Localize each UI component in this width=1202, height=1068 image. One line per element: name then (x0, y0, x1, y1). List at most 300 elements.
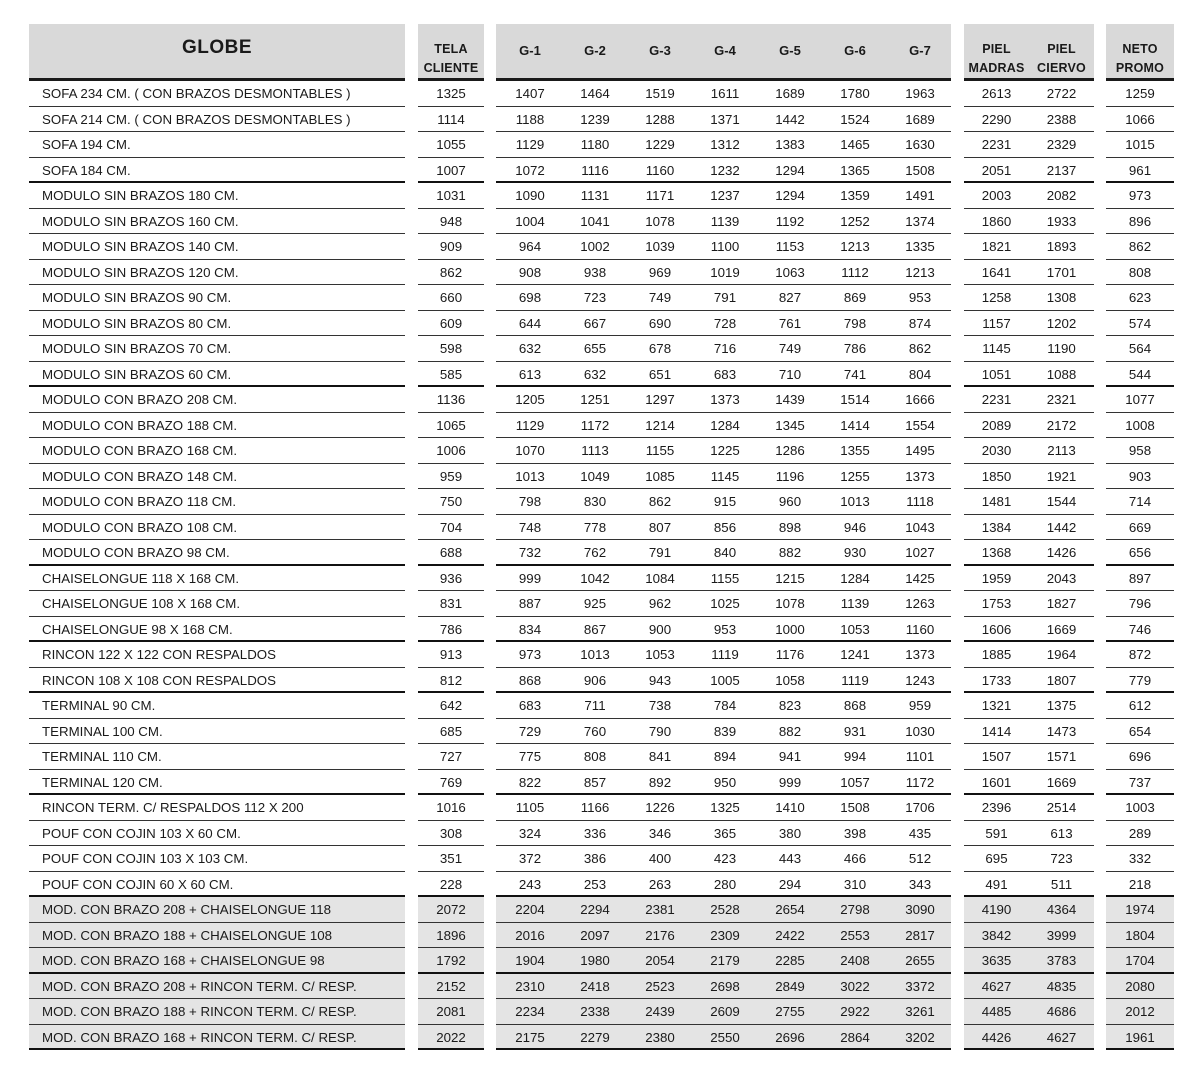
table-row (418, 234, 484, 260)
tela-price: 1325 (436, 86, 466, 101)
neto-price: 1961 (1125, 1029, 1155, 1045)
group-2-price: 925 (583, 596, 607, 611)
table-row (964, 260, 1094, 286)
piel-ciervo-price: 2321 (1046, 392, 1077, 407)
group-6-price: 1013 (840, 494, 870, 509)
group-2-price: 1131 (580, 188, 610, 203)
group-5-price: 1196 (775, 468, 805, 484)
piel-ciervo-price: 1308 (1046, 290, 1077, 305)
group-6-price: 1780 (840, 86, 870, 101)
group-4-price: 1019 (710, 264, 740, 280)
group-7-price: 1963 (905, 86, 935, 101)
table-row (29, 770, 405, 796)
table-row (418, 846, 484, 872)
piel-ciervo-price: 1669 (1046, 621, 1077, 637)
group-2-price: 830 (583, 494, 607, 509)
table-row (496, 158, 951, 184)
group-5-price: 941 (778, 749, 802, 764)
table-row (1106, 872, 1174, 898)
piel-madras-price: 1821 (981, 239, 1012, 254)
row-description: CHAISELONGUE 108 X 168 CM. (42, 596, 241, 611)
table-row (418, 744, 484, 770)
group-4-price: 1312 (710, 137, 740, 152)
group-3-price: 791 (648, 545, 672, 560)
table-row (496, 591, 951, 617)
group-1-price: 1407 (515, 86, 545, 101)
tela-price: 936 (439, 570, 463, 586)
table-row (29, 107, 405, 133)
tela-price: 948 (439, 213, 463, 229)
table-row (964, 923, 1094, 949)
piel-ciervo-price: 2082 (1046, 188, 1077, 203)
group-1-price: 1004 (515, 213, 545, 229)
group-5-price: 1383 (775, 137, 805, 152)
group-5-price: 2696 (775, 1029, 805, 1045)
group-3-price: 1229 (645, 137, 675, 152)
piel-madras-price: 1145 (982, 341, 1011, 356)
piel-ciervo-price: 723 (1050, 851, 1073, 866)
header-cell-desc (29, 24, 405, 81)
tela-price: 2022 (436, 1029, 466, 1045)
group-3-price: 738 (648, 698, 672, 713)
table-row (496, 107, 951, 133)
piel-madras-price: 1507 (981, 749, 1012, 764)
group-3-price: 2523 (645, 978, 675, 994)
group-4-price: 1237 (710, 188, 740, 203)
group-7-price: 1554 (905, 417, 935, 433)
table-row (964, 413, 1094, 439)
neto-price: 1003 (1125, 800, 1155, 815)
neto-price: 872 (1128, 647, 1152, 662)
piel-madras-price: 1753 (981, 596, 1012, 611)
tela-price: 909 (439, 239, 463, 254)
row-description: POUF CON COJIN 60 X 60 CM. (42, 876, 234, 892)
group-1-price: 732 (518, 545, 542, 560)
row-description: SOFA 184 CM. (42, 162, 131, 178)
table-row (418, 821, 484, 847)
group-5-price: 2422 (775, 927, 805, 943)
piel-ciervo-price: 1669 (1046, 774, 1077, 790)
table-row (964, 617, 1094, 643)
table-row (29, 489, 405, 515)
neto-price: 862 (1128, 239, 1152, 254)
group-header-3: G-3 (649, 43, 671, 58)
group-7-price: 1118 (906, 494, 934, 509)
group-4-price: 894 (713, 749, 737, 764)
group-5-price: 443 (778, 851, 802, 866)
table-row (964, 438, 1094, 464)
group-4-price: 716 (713, 341, 737, 356)
group-4-price: 856 (713, 519, 737, 535)
row-description: MODULO SIN BRAZOS 80 CM. (42, 315, 232, 331)
piel-madras-price: 4485 (981, 1004, 1012, 1019)
group-3-price: 690 (648, 315, 672, 331)
table-row (964, 362, 1094, 388)
group-2-price: 1042 (580, 570, 610, 586)
group-4-price: 2698 (710, 978, 740, 994)
row-description: MODULO CON BRAZO 188 CM. (42, 417, 238, 433)
table-row (418, 948, 484, 974)
table-row (496, 132, 951, 158)
row-description: MOD. CON BRAZO 168 + CHAISELONGUE 98 (42, 953, 325, 968)
group-4-price: 365 (713, 825, 737, 841)
table-row (1106, 846, 1174, 872)
table-row (1106, 107, 1174, 133)
neto-price: 961 (1128, 162, 1152, 178)
neto-price: 1259 (1125, 86, 1155, 101)
table-row (1106, 413, 1174, 439)
table-row (418, 719, 484, 745)
group-7-price: 435 (908, 825, 932, 841)
piel-ciervo-price: 1827 (1046, 596, 1077, 611)
group-7-price: 1689 (905, 111, 935, 127)
piel-madras-price: 1601 (981, 774, 1012, 790)
table-row (1106, 158, 1174, 184)
table-row (1106, 668, 1174, 694)
header-cell-tela (418, 24, 484, 81)
group-7-price: 1172 (905, 774, 935, 790)
row-description: MODULO SIN BRAZOS 160 CM. (42, 213, 239, 229)
table-row (964, 846, 1094, 872)
group-4-price: 1325 (710, 800, 740, 815)
table-row (29, 336, 405, 362)
group-5-price: 1176 (775, 647, 805, 662)
table-row (964, 158, 1094, 184)
group-2-price: 1239 (580, 111, 610, 127)
table-row (496, 81, 951, 107)
table-row (1106, 770, 1174, 796)
group-3-price: 2381 (645, 902, 675, 917)
table-row (418, 668, 484, 694)
row-description: RINCON 108 X 108 CON RESPALDOS (42, 672, 277, 688)
group-7-price: 3202 (905, 1029, 935, 1045)
table-row (1106, 948, 1174, 974)
piel-madras-price: 1860 (981, 213, 1012, 229)
piel-madras-price: 2613 (981, 86, 1012, 101)
row-description: RINCON 122 X 122 CON RESPALDOS (42, 647, 277, 662)
group-header-5: G-5 (779, 43, 801, 58)
group-3-price: 969 (648, 264, 672, 280)
group-1-price: 1205 (515, 392, 545, 407)
group-4-price: 953 (713, 621, 737, 637)
group-2-price: 1013 (580, 647, 610, 662)
table-row (496, 795, 951, 821)
group-2-price: 778 (583, 519, 607, 535)
group-4-price: 2550 (710, 1029, 740, 1045)
tela-price: 585 (439, 366, 463, 382)
group-7-price: 1043 (905, 519, 935, 535)
group-6-price: 1053 (840, 621, 870, 637)
row-description: MODULO SIN BRAZOS 60 CM. (42, 366, 232, 382)
table-row (29, 540, 405, 566)
group-header-6: G-6 (844, 43, 866, 58)
table-row (964, 821, 1094, 847)
group-2-price: 723 (583, 290, 607, 305)
group-4-price: 1611 (710, 86, 740, 101)
group-7-price: 3372 (905, 978, 935, 994)
group-7-price: 1630 (905, 137, 935, 152)
table-row (418, 311, 484, 337)
table-row (964, 132, 1094, 158)
piel-madras-price: 1414 (981, 723, 1012, 739)
group-7-price: 1243 (905, 672, 935, 688)
table-row (964, 489, 1094, 515)
group-7-price: 3090 (905, 902, 935, 917)
tela-price: 1006 (436, 443, 466, 458)
tela-price: 913 (439, 647, 463, 662)
group-1-price: 908 (518, 264, 542, 280)
group-5-price: 1345 (775, 417, 805, 433)
table-row (496, 515, 951, 541)
table-row (418, 693, 484, 719)
piel1-header-line2: MADRAS (968, 61, 1025, 75)
piel-ciervo-price: 1190 (1047, 341, 1076, 356)
piel-madras-price: 2231 (981, 137, 1012, 152)
group-header-4: G-4 (714, 43, 736, 58)
group-4-price: 784 (713, 698, 737, 713)
piel-madras-price: 1606 (981, 621, 1012, 637)
group-1-price: 1070 (515, 443, 545, 458)
group-2-price: 760 (583, 723, 607, 739)
table-row (496, 489, 951, 515)
table-row (1106, 311, 1174, 337)
table-row (964, 540, 1094, 566)
table-row (1106, 132, 1174, 158)
table-row (496, 948, 951, 974)
row-description: MOD. CON BRAZO 168 + RINCON TERM. C/ RESP. (42, 1029, 357, 1045)
group-2-price: 762 (583, 545, 607, 560)
neto-price: 1974 (1125, 902, 1155, 917)
group-2-price: 2418 (580, 978, 610, 994)
group-2-price: 632 (583, 366, 607, 382)
tela-price: 1031 (436, 188, 466, 203)
group-6-price: 2553 (840, 927, 870, 943)
piel-ciervo-price: 4364 (1046, 902, 1077, 917)
table-row (496, 183, 951, 209)
table-row (29, 387, 405, 413)
table-row (1106, 387, 1174, 413)
row-description: MODULO CON BRAZO 118 CM. (42, 494, 237, 509)
table-row (1106, 617, 1174, 643)
piel1-header-line1: PIEL (982, 42, 1011, 56)
piel-ciervo-price: 1202 (1046, 315, 1077, 331)
table-row (496, 770, 951, 796)
group-5-price: 2755 (775, 1004, 805, 1019)
table-row (1106, 285, 1174, 311)
group-4-price: 2528 (710, 902, 740, 917)
table-row (418, 464, 484, 490)
table-row (29, 234, 405, 260)
table-row (418, 999, 484, 1025)
table-row (1106, 897, 1174, 923)
group-6-price: 786 (843, 341, 867, 356)
row-description: MODULO SIN BRAZOS 140 CM. (42, 239, 239, 254)
row-description: MODULO SIN BRAZOS 180 CM. (42, 188, 239, 203)
piel-madras-price: 695 (985, 851, 1008, 866)
group-1-price: 729 (518, 723, 542, 739)
group-1-price: 698 (518, 290, 542, 305)
row-description: MODULO CON BRAZO 108 CM. (42, 519, 238, 535)
group-3-price: 1160 (645, 162, 675, 178)
table-row (418, 770, 484, 796)
piel-madras-price: 591 (985, 825, 1008, 841)
table-row (418, 974, 484, 1000)
group-2-price: 867 (583, 621, 607, 637)
table-row (29, 948, 405, 974)
tela-price: 959 (439, 468, 463, 484)
neto-price: 779 (1128, 672, 1152, 688)
row-description: TERMINAL 100 CM. (42, 723, 163, 739)
piel-madras-price: 2051 (981, 162, 1012, 178)
group-3-price: 1085 (645, 468, 675, 484)
piel-madras-price: 3842 (981, 927, 1012, 943)
row-description: SOFA 194 CM. (42, 137, 131, 152)
group-6-price: 1112 (841, 264, 869, 280)
table-row (496, 285, 951, 311)
table-row (29, 821, 405, 847)
group-7-price: 804 (908, 366, 932, 382)
table-row (964, 1025, 1094, 1051)
tela-price: 769 (439, 774, 463, 790)
group-2-price: 2097 (580, 927, 610, 943)
table-row (496, 744, 951, 770)
table-row (1106, 183, 1174, 209)
neto-header-line2: PROMO (1115, 61, 1165, 75)
table-row (1106, 999, 1174, 1025)
table-row (964, 566, 1094, 592)
tela-price: 598 (439, 341, 463, 356)
table-row (1106, 81, 1174, 107)
group-4-price: 1232 (710, 162, 740, 178)
table-row (1106, 591, 1174, 617)
table-row (964, 719, 1094, 745)
piel-ciervo-price: 1964 (1046, 647, 1077, 662)
table-row (418, 897, 484, 923)
group-5-price: 1000 (775, 621, 805, 637)
header-cell-grp (496, 24, 951, 81)
group-7-price: 512 (908, 851, 932, 866)
group-5-price: 999 (778, 774, 802, 790)
table-row (1106, 1025, 1174, 1051)
table-row (418, 438, 484, 464)
group-2-price: 1180 (580, 137, 610, 152)
group-1-price: 964 (518, 239, 542, 254)
piel-madras-price: 3635 (981, 953, 1012, 968)
column-block-grp (496, 24, 951, 1050)
table-row (496, 923, 951, 949)
neto-header-line1: NETO (1122, 42, 1158, 56)
neto-price: 1077 (1125, 392, 1155, 407)
group-1-price: 775 (518, 749, 542, 764)
row-description: POUF CON COJIN 103 X 103 CM. (42, 851, 249, 866)
group-5-price: 749 (778, 341, 802, 356)
piel-madras-price: 4190 (981, 902, 1012, 917)
neto-price: 544 (1128, 366, 1152, 382)
table-row (29, 668, 405, 694)
group-6-price: 1252 (840, 213, 870, 229)
piel-ciervo-price: 1571 (1046, 749, 1077, 764)
neto-price: 1008 (1125, 417, 1155, 433)
neto-price: 1015 (1125, 137, 1155, 152)
table-row (29, 183, 405, 209)
tela-price: 1055 (436, 137, 466, 152)
group-2-price: 1113 (581, 443, 609, 458)
tela-price: 685 (439, 723, 463, 739)
group-4-price: 1145 (710, 468, 740, 484)
tela-price: 1136 (436, 392, 466, 407)
piel-ciervo-price: 1426 (1046, 545, 1077, 560)
group-2-price: 1166 (580, 800, 610, 815)
table-row (964, 948, 1094, 974)
tela-price: 862 (439, 264, 463, 280)
table-row (496, 897, 951, 923)
group-1-price: 868 (518, 672, 542, 688)
group-7-price: 1101 (905, 749, 935, 764)
piel-ciervo-price: 2722 (1046, 86, 1077, 101)
row-description: TERMINAL 120 CM. (42, 774, 163, 790)
group-6-price: 466 (843, 851, 867, 866)
table-row (418, 183, 484, 209)
group-7-price: 1508 (905, 162, 935, 178)
table-row (418, 413, 484, 439)
neto-price: 332 (1128, 851, 1152, 866)
group-5-price: 2654 (775, 902, 805, 917)
piel-madras-price: 1321 (981, 698, 1012, 713)
group-4-price: 1373 (710, 392, 740, 407)
table-row (496, 999, 951, 1025)
group-5-price: 380 (778, 825, 802, 841)
neto-price: 623 (1128, 290, 1152, 305)
group-header-1: G-1 (519, 43, 541, 58)
group-6-price: 1508 (840, 800, 870, 815)
group-4-price: 2309 (710, 927, 740, 943)
row-description: RINCON TERM. C/ RESPALDOS 112 X 200 (42, 800, 304, 815)
table-row (496, 617, 951, 643)
piel2-header-line2: CIERVO (1037, 61, 1086, 75)
piel-ciervo-price: 2137 (1046, 162, 1077, 178)
table-row (964, 668, 1094, 694)
group-1-price: 798 (518, 494, 542, 509)
table-row (1106, 234, 1174, 260)
group-2-price: 667 (583, 315, 607, 331)
row-description: MODULO CON BRAZO 98 CM. (42, 545, 230, 560)
table-row (418, 617, 484, 643)
group-1-price: 1129 (515, 137, 545, 152)
table-row (964, 693, 1094, 719)
group-2-price: 1049 (580, 468, 610, 484)
group-6-price: 741 (843, 366, 867, 382)
group-3-price: 2176 (645, 927, 675, 943)
piel-ciervo-price: 613 (1050, 825, 1073, 841)
table-row (496, 387, 951, 413)
group-5-price: 882 (778, 723, 802, 739)
group-3-price: 1084 (645, 570, 675, 586)
tela-price: 308 (439, 825, 463, 841)
group-7-price: 1491 (905, 188, 935, 203)
group-header-2: G-2 (584, 43, 606, 58)
group-3-price: 1297 (645, 392, 675, 407)
group-6-price: 2922 (840, 1004, 870, 1019)
row-description: MODULO CON BRAZO 208 CM. (42, 392, 238, 407)
table-row (496, 642, 951, 668)
tela-price: 1114 (437, 111, 465, 127)
group-6-price: 798 (843, 315, 867, 331)
group-4-price: 1155 (710, 570, 740, 586)
table-row (29, 719, 405, 745)
piel-ciervo-price: 1921 (1046, 468, 1077, 484)
tela-price: 1792 (436, 953, 466, 968)
group-6-price: 931 (843, 723, 867, 739)
